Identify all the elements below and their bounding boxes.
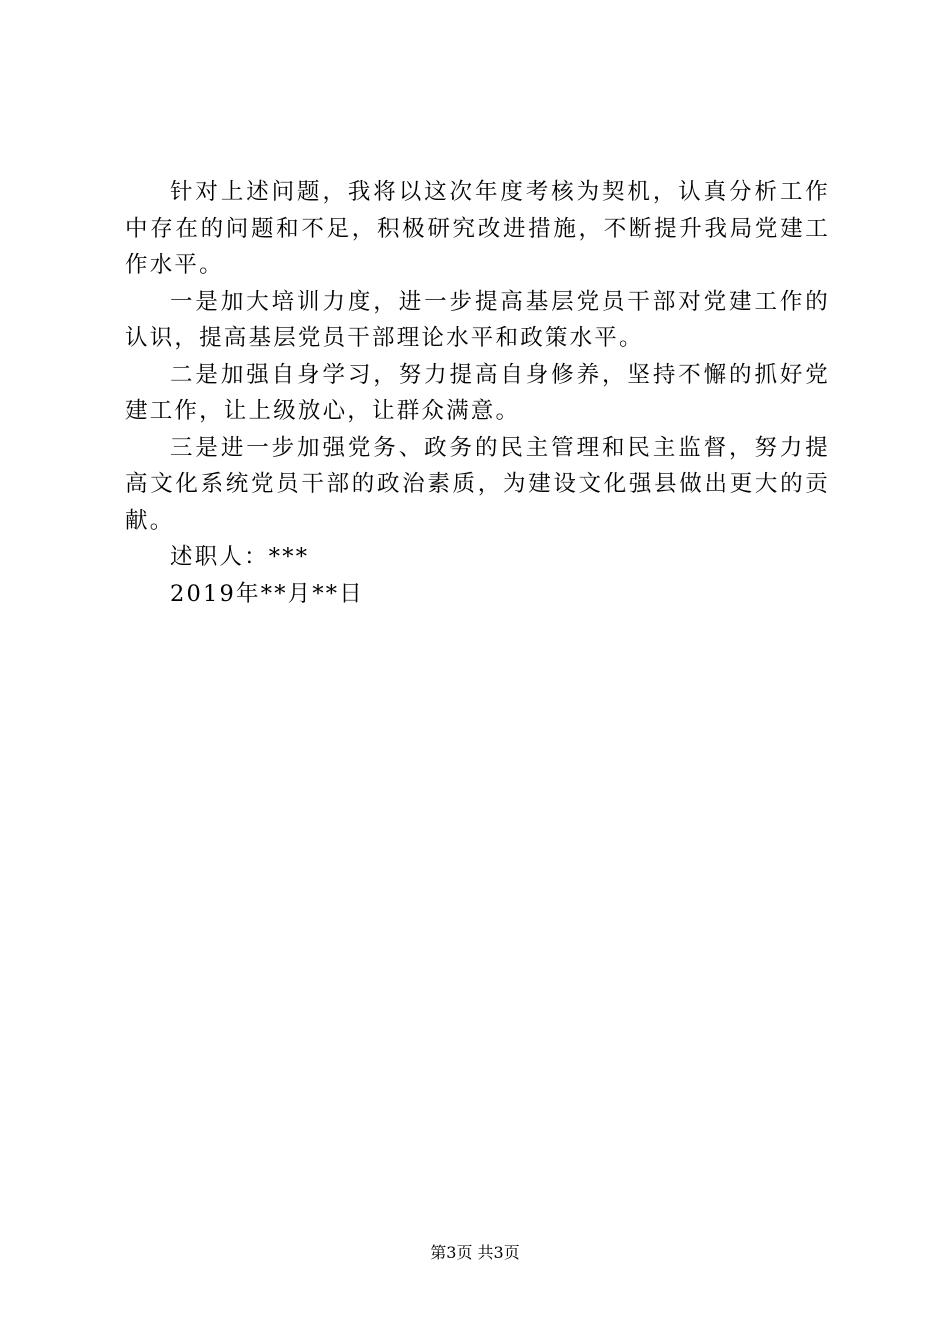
paragraph-point-three: 三是进一步加强党务、政务的民主管理和民主监督，努力提高文化系统党员干部的政治素质，为建设文化强县做出更大的贡献。 <box>125 434 830 534</box>
paragraph-intro: 针对上述问题，我将以这次年度考核为契机，认真分析工作中存在的问题和不足，积极研究改进措施，不断提升我局党建工作水平。 <box>125 179 830 278</box>
date-line: 2019年**月**日 <box>170 580 364 607</box>
paragraph-point-one: 一是加大培训力度，进一步提高基层党员干部对党建工作的认识，提高基层党员干部理论水平和政策水平。 <box>125 288 830 351</box>
signature-line: 述职人：*** <box>170 544 310 570</box>
page-footer: 第3页 共3页 <box>430 1243 520 1262</box>
paragraph-point-two: 二是加强自身学习，努力提高自身修养，坚持不懈的抓好党建工作，让上级放心，让群众满意。 <box>125 361 830 424</box>
document-body <box>125 174 830 612</box>
